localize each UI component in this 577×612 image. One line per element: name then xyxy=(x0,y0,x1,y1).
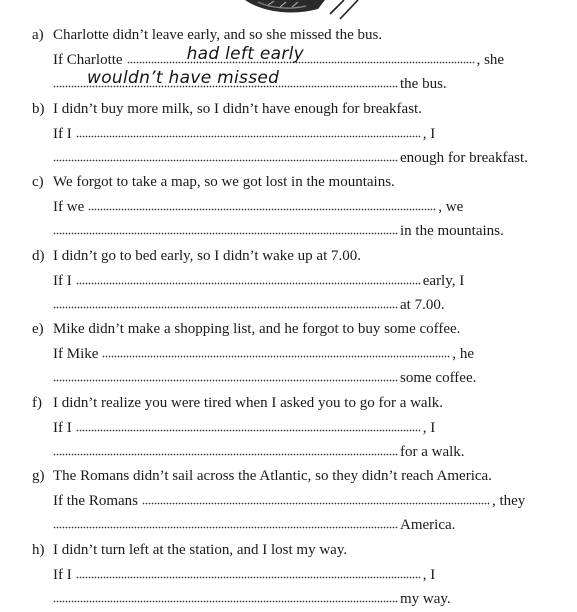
handwritten-answer: had left early xyxy=(186,44,305,64)
question-sentence: I didn’t turn left at the station, and I lost my way. xyxy=(53,541,348,558)
answer-blank-2[interactable] xyxy=(53,68,398,88)
answer-line-2 xyxy=(53,368,557,387)
answer-blank-1[interactable] xyxy=(142,491,490,505)
answer-suffix: , she xyxy=(476,52,505,68)
answer-prefix: If the Romans xyxy=(53,493,138,509)
question-text xyxy=(32,394,443,412)
answer-line-2 xyxy=(53,221,557,240)
answer-prefix: If I xyxy=(53,125,72,142)
answer-line-2 xyxy=(53,295,557,314)
question-text xyxy=(32,100,422,118)
answer-prefix: If I xyxy=(53,272,72,289)
question-sentence: The Romans didn’t sail across the Atlantic, so they didn’t reach America. xyxy=(53,468,492,484)
question-sentence: I didn’t buy more milk, so I didn’t have enough for breakfast. xyxy=(53,100,422,117)
answer-blank-1[interactable] xyxy=(76,271,421,285)
answer-blank-1[interactable] xyxy=(76,565,421,579)
answer-line-2 xyxy=(53,68,557,93)
answer-tail: my way. xyxy=(400,590,451,607)
answer-prefix: If I xyxy=(53,419,72,436)
answer-suffix: , I xyxy=(422,125,436,142)
answer-line-2 xyxy=(53,148,557,167)
question-text xyxy=(32,541,347,559)
answer-blank-1[interactable] xyxy=(127,44,475,64)
exercise-item-c xyxy=(0,171,577,245)
answer-line-1 xyxy=(53,124,557,143)
answer-blank-2[interactable] xyxy=(53,221,398,235)
item-letter: f) xyxy=(32,394,42,411)
item-letter: h) xyxy=(32,541,45,558)
question-sentence: I didn’t realize you were tired when I asked you to go for a walk. xyxy=(53,394,444,411)
answer-tail: the bus. xyxy=(400,76,447,92)
question-sentence: Mike didn’t make a shopping list, and he forgot to buy some coffee. xyxy=(53,321,461,337)
question-sentence: We forgot to take a map, so we got lost in the mountains. xyxy=(53,174,395,190)
answer-line-1 xyxy=(53,344,557,363)
answer-line-2 xyxy=(53,589,557,608)
question-sentence: Charlotte didn’t leave early, and so she missed the bus. xyxy=(53,27,383,43)
answer-line-2 xyxy=(53,442,557,461)
handwritten-answer: wouldn’t have missed xyxy=(87,68,280,88)
answer-tail: some coffee. xyxy=(400,370,477,386)
answer-suffix: early, I xyxy=(422,272,465,289)
answer-suffix: , they xyxy=(491,493,526,509)
answer-blank-2[interactable] xyxy=(53,442,398,456)
answer-suffix: , we xyxy=(438,199,464,215)
answer-suffix: , I xyxy=(422,419,436,436)
exercise-item-f xyxy=(0,392,577,466)
answer-line-1 xyxy=(53,44,557,69)
question-text xyxy=(32,320,460,338)
question-text xyxy=(32,173,395,191)
answer-prefix: If Mike xyxy=(53,346,99,362)
answer-blank-1[interactable] xyxy=(102,344,450,358)
answer-blank-2[interactable] xyxy=(53,589,398,603)
item-letter: c) xyxy=(32,174,44,190)
answer-line-1 xyxy=(53,418,557,437)
answer-line-1 xyxy=(53,271,557,290)
answer-blank-2[interactable] xyxy=(53,368,398,382)
answer-tail: in the mountains. xyxy=(400,223,504,239)
exercise-item-h xyxy=(0,539,577,612)
exercise-item-b xyxy=(0,98,577,172)
answer-blank-1[interactable] xyxy=(76,124,421,138)
item-letter: b) xyxy=(32,100,45,117)
answer-line-2 xyxy=(53,515,557,534)
item-letter: a) xyxy=(32,27,44,43)
answer-tail: America. xyxy=(400,517,456,533)
exercise-item-e xyxy=(0,318,577,392)
item-letter: e) xyxy=(32,321,44,337)
question-text xyxy=(32,467,492,485)
question-sentence: I didn’t go to bed early, so I didn’t wake up at 7.00. xyxy=(53,247,361,264)
exercise-item-g xyxy=(0,465,577,539)
answer-line-1 xyxy=(53,197,557,216)
answer-blank-1[interactable] xyxy=(88,197,436,211)
exercise-item-d xyxy=(0,245,577,319)
answer-blank-1[interactable] xyxy=(76,418,421,432)
answer-prefix: If I xyxy=(53,566,72,583)
answer-suffix: , he xyxy=(452,346,475,362)
exercise-item-a xyxy=(0,24,577,98)
answer-blank-2[interactable] xyxy=(53,295,398,309)
answer-prefix: If Charlotte xyxy=(53,52,123,68)
question-text xyxy=(32,26,382,44)
answer-tail: enough for breakfast. xyxy=(400,149,528,166)
top-illustration-fragment xyxy=(0,0,577,24)
answer-blank-2[interactable] xyxy=(53,148,398,162)
item-letter: g) xyxy=(32,468,45,484)
answer-blank-2[interactable] xyxy=(53,515,398,529)
exercise-list xyxy=(0,24,577,612)
answer-tail: for a walk. xyxy=(400,443,465,460)
answer-tail: at 7.00. xyxy=(400,296,445,313)
question-text xyxy=(32,247,361,265)
answer-suffix: , I xyxy=(422,566,436,583)
answer-prefix: If we xyxy=(53,199,85,215)
item-letter: d) xyxy=(32,247,45,264)
answer-line-1 xyxy=(53,565,557,584)
answer-line-1 xyxy=(53,491,557,510)
